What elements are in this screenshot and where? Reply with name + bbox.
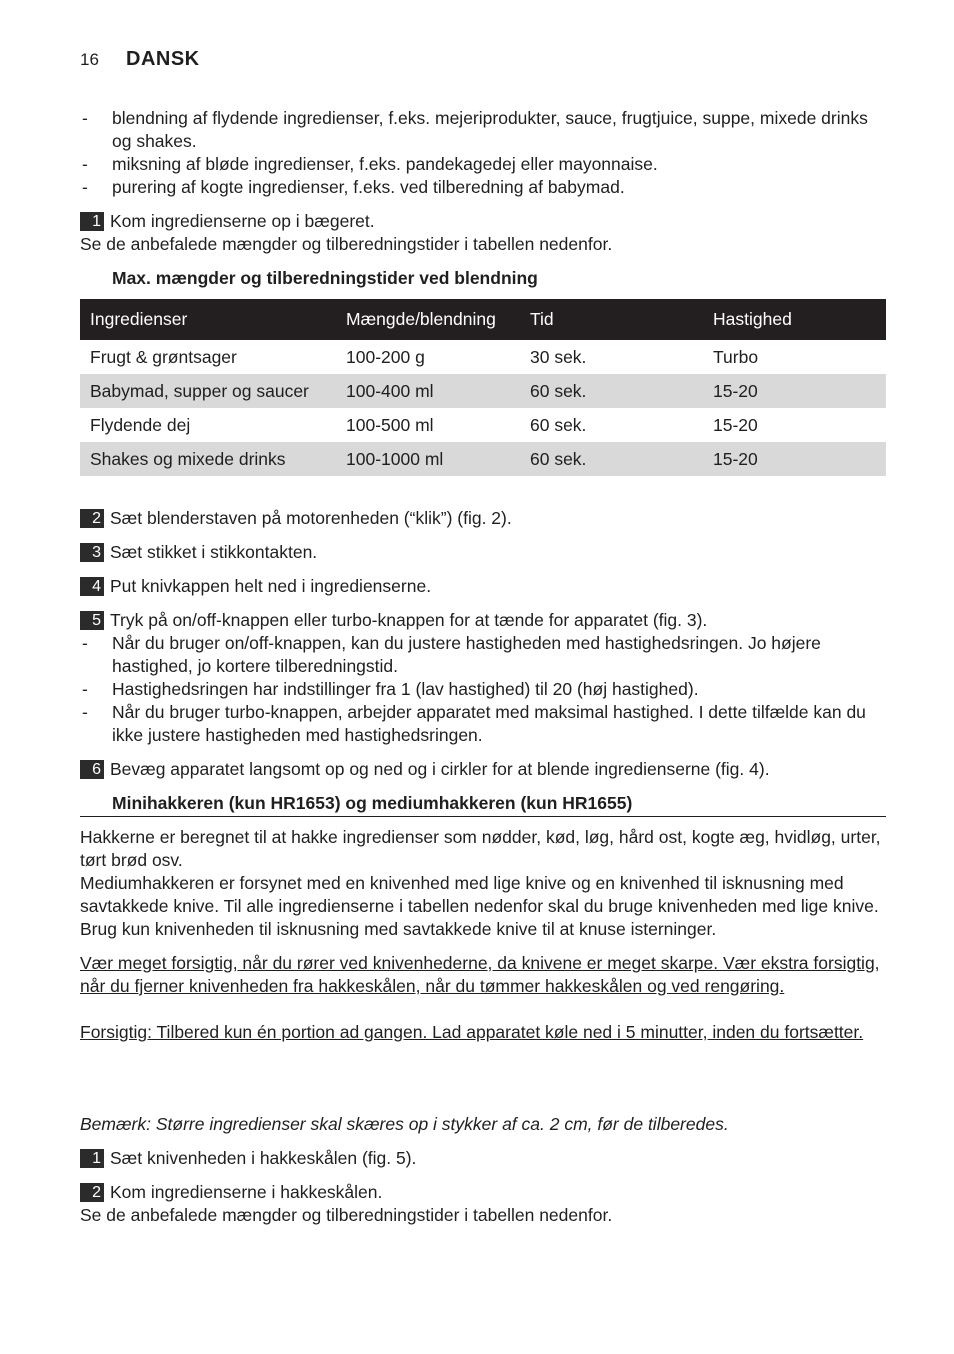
table-cell: 15-20 xyxy=(703,374,886,408)
intro-bullet: - blendning af flydende ingredienser, f.eks. mejeriprodukter, sauce, frugtjuice, suppe, mixede drinks og shakes. xyxy=(82,108,868,151)
step-number: 2 xyxy=(80,509,104,528)
reference-text: Se de anbefalede mængder og tilberedningstider i tabellen nedenfor. xyxy=(80,1205,613,1225)
step5-bullet: - Når du bruger on/off-knappen, kan du justere hastigheden med hastighedsringen. Jo højere hastighed, jo kortere tilberedningstid. xyxy=(82,633,821,676)
column-header: Hastighed xyxy=(703,299,886,340)
table-header-row xyxy=(80,299,886,340)
step-number: 2 xyxy=(80,1183,104,1202)
chopper-step-1 xyxy=(80,1147,886,1170)
page-header xyxy=(80,48,200,71)
table-cell: 100-1000 ml xyxy=(336,442,520,476)
table-cell: Frugt & grøntsager xyxy=(90,346,237,367)
chopper-step-2 xyxy=(80,1181,886,1204)
table-cell: Babymad, supper og saucer xyxy=(80,374,336,408)
step-number: 6 xyxy=(80,760,104,779)
step-text: Sæt blenderstaven på motorenheden (“klik”) (fig. 2). xyxy=(110,508,512,528)
step-text: Kom ingredienserne i hakkeskålen. xyxy=(110,1182,383,1202)
table-row xyxy=(80,340,886,374)
table-cell: 60 sek. xyxy=(530,414,587,435)
step-4 xyxy=(80,575,886,598)
step-text: Sæt knivenheden i hakkeskålen (fig. 5). xyxy=(110,1148,417,1168)
step-6 xyxy=(80,758,886,781)
table-cell: 100-200 g xyxy=(346,346,425,367)
step-number: 5 xyxy=(80,611,104,630)
step5-bullet: - Hastighedsringen har indstillinger fra 1 (lav hastighed) til 20 (høj hastighed). xyxy=(82,679,699,699)
table-cell: 100-500 ml xyxy=(346,414,434,435)
intro-bullet: - purering af kogte ingredienser, f.eks. ved tilberedning af babymad. xyxy=(82,177,625,197)
step-text: Put knivkappen helt ned i ingredienserne. xyxy=(110,576,432,596)
reference-text: Se de anbefalede mængder og tilberedningstider i tabellen nedenfor. xyxy=(80,234,613,254)
table-cell: 15-20 xyxy=(703,442,886,476)
step-number: 1 xyxy=(80,212,104,231)
note-text: Bemærk: Større ingredienser skal skæres op i stykker af ca. 2 cm, før de tilberedes. xyxy=(80,1114,729,1134)
paragraph: Hakkerne er beregnet til at hakke ingredienser som nødder, kød, løg, hård ost, kogte æg, hvidløg, urter, tørt brød osv. xyxy=(80,827,881,870)
step-number: 4 xyxy=(80,577,104,596)
table-cell: Shakes og mixede drinks xyxy=(80,442,336,476)
blending-table xyxy=(80,299,886,476)
step-5 xyxy=(80,609,886,632)
table-cell: 60 sek. xyxy=(520,374,703,408)
table-row xyxy=(80,442,886,476)
table-title: Max. mængder og tilberedningstider ved blendning xyxy=(112,268,538,288)
table-cell: Flydende dej xyxy=(90,414,191,435)
section-heading: Minihakkeren (kun HR1653) og mediumhakkeren (kun HR1655) xyxy=(80,792,886,817)
page-content xyxy=(80,107,886,1227)
table-cell: Turbo xyxy=(713,346,759,367)
step-text: Sæt stikket i stikkontakten. xyxy=(110,542,318,562)
step-number: 3 xyxy=(80,543,104,562)
step-number: 1 xyxy=(80,1149,104,1168)
table-row xyxy=(80,408,886,442)
step-text: Kom ingredienserne op i bægeret. xyxy=(110,211,375,231)
table-cell: 15-20 xyxy=(713,414,758,435)
step-text: Bevæg apparatet langsomt op og ned og i cirkler for at blende ingredienserne (fig. 4). xyxy=(110,759,770,779)
page-number: 16 xyxy=(80,50,99,69)
intro-bullet: - miksning af bløde ingredienser, f.eks. pandekagedej eller mayonnaise. xyxy=(82,154,658,174)
column-header: Ingredienser xyxy=(80,299,336,340)
language-heading: DANSK xyxy=(126,48,200,70)
column-header: Tid xyxy=(520,299,703,340)
step-2 xyxy=(80,507,886,530)
table-cell: 30 sek. xyxy=(530,346,587,367)
table-row xyxy=(80,374,886,408)
step-text: Tryk på on/off-knappen eller turbo-knappen for at tænde for apparatet (fig. 3). xyxy=(110,610,708,630)
step5-bullet: - Når du bruger turbo-knappen, arbejder apparatet med maksimal hastighed. I dette tilfælde kan du ikke justere hastigheden med hastighedsringen. xyxy=(82,702,866,745)
step-3 xyxy=(80,541,886,564)
warning-text: Vær meget forsigtig, når du rører ved knivenhederne, da knivene er meget skarpe. Vær ekstra forsigtig, når du fjerner knivenheden fra hakkeskålen, når du tømmer hakkeskålen og ved rengøring. xyxy=(80,953,880,996)
caution-text: Forsigtig: Tilbered kun én portion ad gangen. Lad apparatet køle ned i 5 minutter, inden du fortsætter. xyxy=(80,1022,864,1042)
table-cell: 100-400 ml xyxy=(336,374,520,408)
paragraph: Mediumhakkeren er forsynet med en knivenhed med lige knive og en knivenhed til isknusning med savtakkede knive. Til alle ingredienserne i tabellen nedenfor skal du bruge knivenheden med lige knive. Brug kun knivenheden til isknusning med savtakkede knive til at knuse isterninger. xyxy=(80,873,879,939)
step-1 xyxy=(80,210,886,233)
column-header: Mængde/blendning xyxy=(336,299,520,340)
table-cell: 60 sek. xyxy=(520,442,703,476)
